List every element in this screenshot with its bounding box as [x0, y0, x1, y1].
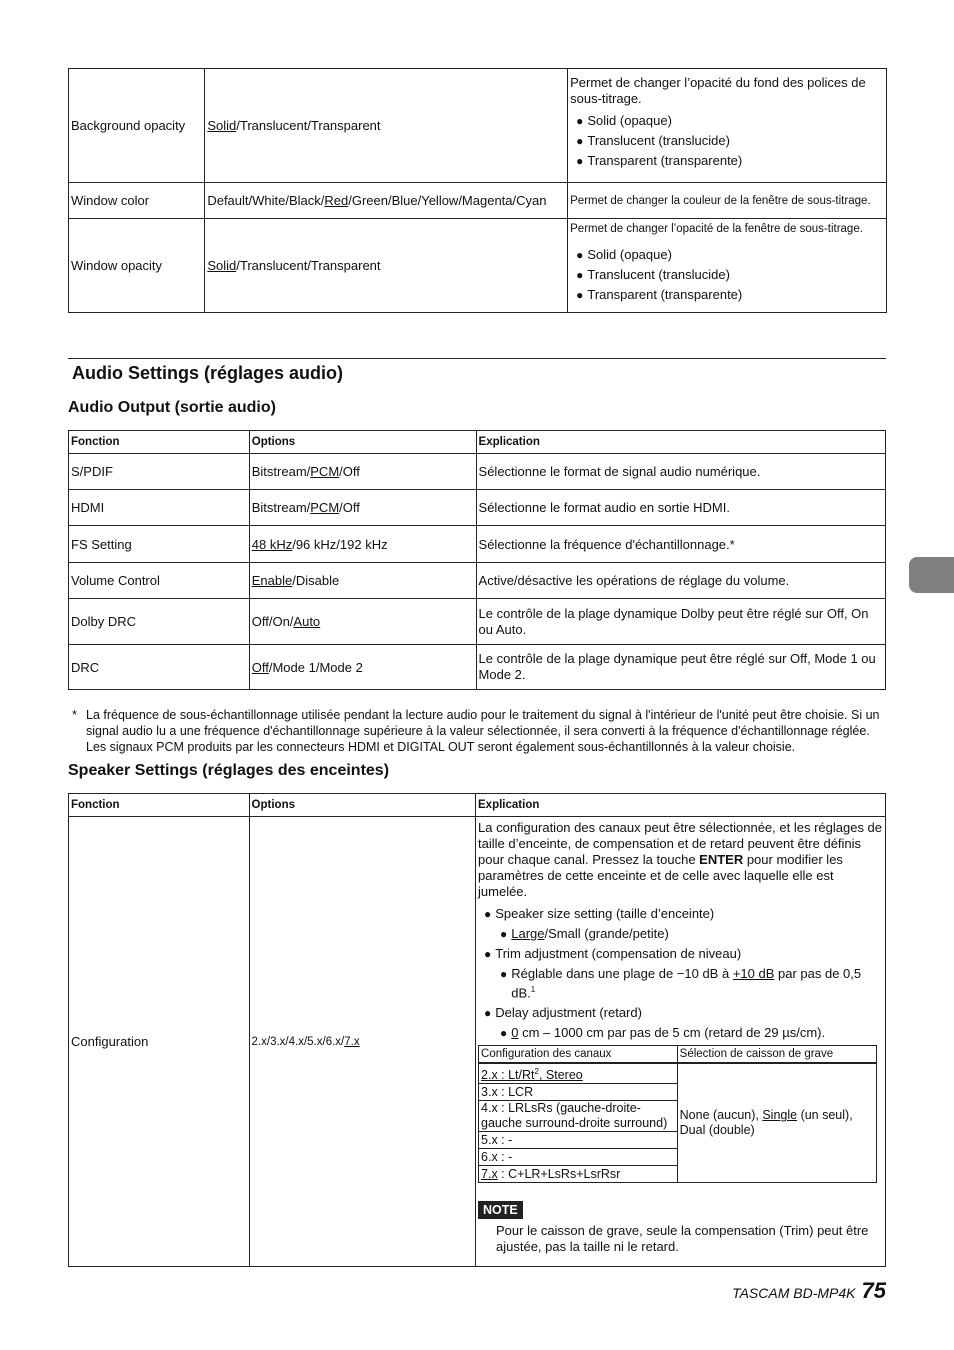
footnote-mark: *: [72, 708, 77, 722]
config-cell: 3.x : LCR: [479, 1084, 678, 1101]
header-explication: Explication: [476, 431, 885, 454]
options-cell: Enable/Disable: [249, 563, 476, 599]
function-cell: HDMI: [69, 490, 250, 526]
options-cell: Off/Mode 1/Mode 2: [249, 645, 476, 690]
function-cell: Configuration: [69, 817, 250, 1267]
function-cell: DRC: [69, 645, 250, 690]
function-cell: Window color: [69, 183, 205, 219]
table-row: [69, 563, 886, 599]
speaker-settings-table: [68, 793, 886, 1267]
explication-cell: Le contrôle de la plage dynamique Dolby peut être réglé sur Off, On ou Auto.: [476, 599, 885, 645]
table-row: [69, 69, 887, 183]
function-cell: Volume Control: [69, 563, 250, 599]
config-cell: 7.x : C+LR+LsRs+LsrRsr: [479, 1166, 678, 1183]
table-row: [69, 817, 886, 1267]
table-row: [69, 645, 886, 690]
table-row: [69, 490, 886, 526]
chapter-tab: [909, 557, 954, 593]
header-fonction: Fonction: [69, 431, 250, 454]
header-explication: Explication: [476, 794, 886, 817]
page-number: 75: [861, 1278, 886, 1303]
footer: [732, 1278, 886, 1304]
section-title: Audio Settings (réglages audio): [72, 363, 344, 383]
footer-brand: TASCAM BD-MP4K: [732, 1285, 856, 1301]
header-options: Options: [249, 794, 475, 817]
explication-cell: Permet de changer la couleur de la fenêtre de sous-titrage.: [568, 183, 887, 219]
explication-cell: La configuration des canaux peut être sélectionnée, et les réglages de taille d’enceinte, de compensation et de retard peuvent être définis pour chaque canal. Pressez la touche ENTER pour modifier les paramètres de cette enceinte et de celle avec laquelle elle est jumelée. ● Speaker size setting (taille d’enceinte) ● Large/Small (grande/petite) ● Trim adjustment (compensation de niveau) ● Réglable dans une plage de −10 dB à +10 dB par pas de 0,5 dB.$^1$ ● Delay adjustment (retard) ● 0 cm – 1000 cm par pas de 5 cm (retard de 29 µs/cm). Configuration des canaux Sélection de caisson de grave 2.x : Lt/Rt$^2$, Stereo None (aucun), Single (un seul), Dual (double) 3.x : LCR 4.x : LRLsRs (gauche-droite-gauche surround-droite surround) 5.x : - 6.x : - 7.x : C+LR+LsRs+LsrRsr NOTE Pour le caisson de grave, seule la compensation (Trim) peut être ajustée, pas la taille ni le retard.: [476, 817, 886, 1267]
subtitle-settings-table: [68, 68, 887, 313]
section-rule: [68, 358, 886, 359]
options-cell: Off/On/Auto: [249, 599, 476, 645]
header-options: Options: [249, 431, 476, 454]
options-cell: Bitstream/PCM/Off: [249, 454, 476, 490]
table-row: [69, 526, 886, 563]
inner-header-config: Configuration des canaux: [479, 1046, 678, 1064]
table-row: [69, 219, 887, 313]
config-cell: 5.x : -: [479, 1132, 678, 1149]
footnote: [72, 707, 887, 755]
explication-cell: Permet de changer l’opacité de la fenêtre de sous-titrage. ● Solid (opaque) ● Translucent (translucide) ● Transparent (transparente): [568, 219, 887, 313]
note-text: Pour le caisson de grave, seule la compensation (Trim) peut être ajustée, pas la taille ni le retard.: [496, 1223, 869, 1255]
config-cell: 6.x : -: [479, 1149, 678, 1166]
table-row: [69, 599, 886, 645]
footnote-text: La fréquence de sous-échantillonnage utilisée pendant la lecture audio pour le traitement du signal à l'intérieur de l'unité peut être choisie. Si un signal audio lu a une fréquence d'échantillonnage supérieure à la valeur sélectionnée, il sera converti à la fréquence d'échantillonnage réglée. Les signaux PCM produits par les connecteurs HDMI et DIGITAL OUT seront également sous-échantillonnés à la valeur choisie.: [86, 708, 880, 754]
options-cell: 2.x/3.x/4.x/5.x/6.x/7.x: [249, 817, 475, 1267]
audio-output-table: [68, 430, 886, 690]
explication-cell: Sélectionne le format de signal audio numérique.: [476, 454, 885, 490]
inner-row: [479, 1063, 877, 1084]
subwoofer-cell: None (aucun), Single (un seul), Dual (double): [677, 1063, 876, 1183]
function-cell: S/PDIF: [69, 454, 250, 490]
explication-cell: Active/désactive les opérations de réglage du volume.: [476, 563, 885, 599]
options-cell: Solid/Translucent/Transparent: [205, 219, 568, 313]
table-row: [69, 183, 887, 219]
options-cell: 48 kHz/96 kHz/192 kHz: [249, 526, 476, 563]
speaker-settings-title: Speaker Settings (réglages des enceintes): [68, 762, 390, 779]
inner-header-sub: Sélection de caisson de grave: [677, 1046, 876, 1064]
explication-cell: Le contrôle de la plage dynamique peut être réglé sur Off, Mode 1 ou Mode 2.: [476, 645, 885, 690]
function-cell: Dolby DRC: [69, 599, 250, 645]
audio-output-title: Audio Output (sortie audio): [68, 399, 276, 416]
function-cell: Window opacity: [69, 219, 205, 313]
intro-text: La configuration des canaux peut être sélectionnée, et les réglages de taille d’enceinte, de compensation et de retard peuvent être définis pour chaque canal. Pressez la touche ENTER pour modifier les paramètres de cette enceinte et de celle avec laquelle elle est jumelée.: [478, 820, 883, 899]
options-cell: Solid/Translucent/Transparent: [205, 69, 568, 183]
options-cell: Bitstream/PCM/Off: [249, 490, 476, 526]
table-row: [69, 454, 886, 490]
channel-config-table: [478, 1045, 877, 1183]
table-header-row: [69, 431, 886, 454]
note-block: [478, 1201, 885, 1255]
explication-cell: Permet de changer l’opacité du fond des polices de sous-titrage. ● Solid (opaque) ● Translucent (translucide) ● Transparent (transparente): [568, 69, 887, 183]
function-cell: Background opacity: [69, 69, 205, 183]
header-fonction: Fonction: [69, 794, 250, 817]
explication-cell: Sélectionne la fréquence d'échantillonnage.*: [476, 526, 885, 563]
function-cell: FS Setting: [69, 526, 250, 563]
explication-cell: Sélectionne le format audio en sortie HDMI.: [476, 490, 885, 526]
note-badge: NOTE: [478, 1201, 523, 1219]
config-cell: 2.x : Lt/Rt$^2$, Stereo: [479, 1063, 678, 1084]
options-cell: Default/White/Black/Red/Green/Blue/Yellow/Magenta/Cyan: [205, 183, 568, 219]
config-cell: 4.x : LRLsRs (gauche-droite-gauche surround-droite surround): [479, 1101, 678, 1132]
inner-header-row: [479, 1046, 877, 1064]
table-header-row: [69, 794, 886, 817]
